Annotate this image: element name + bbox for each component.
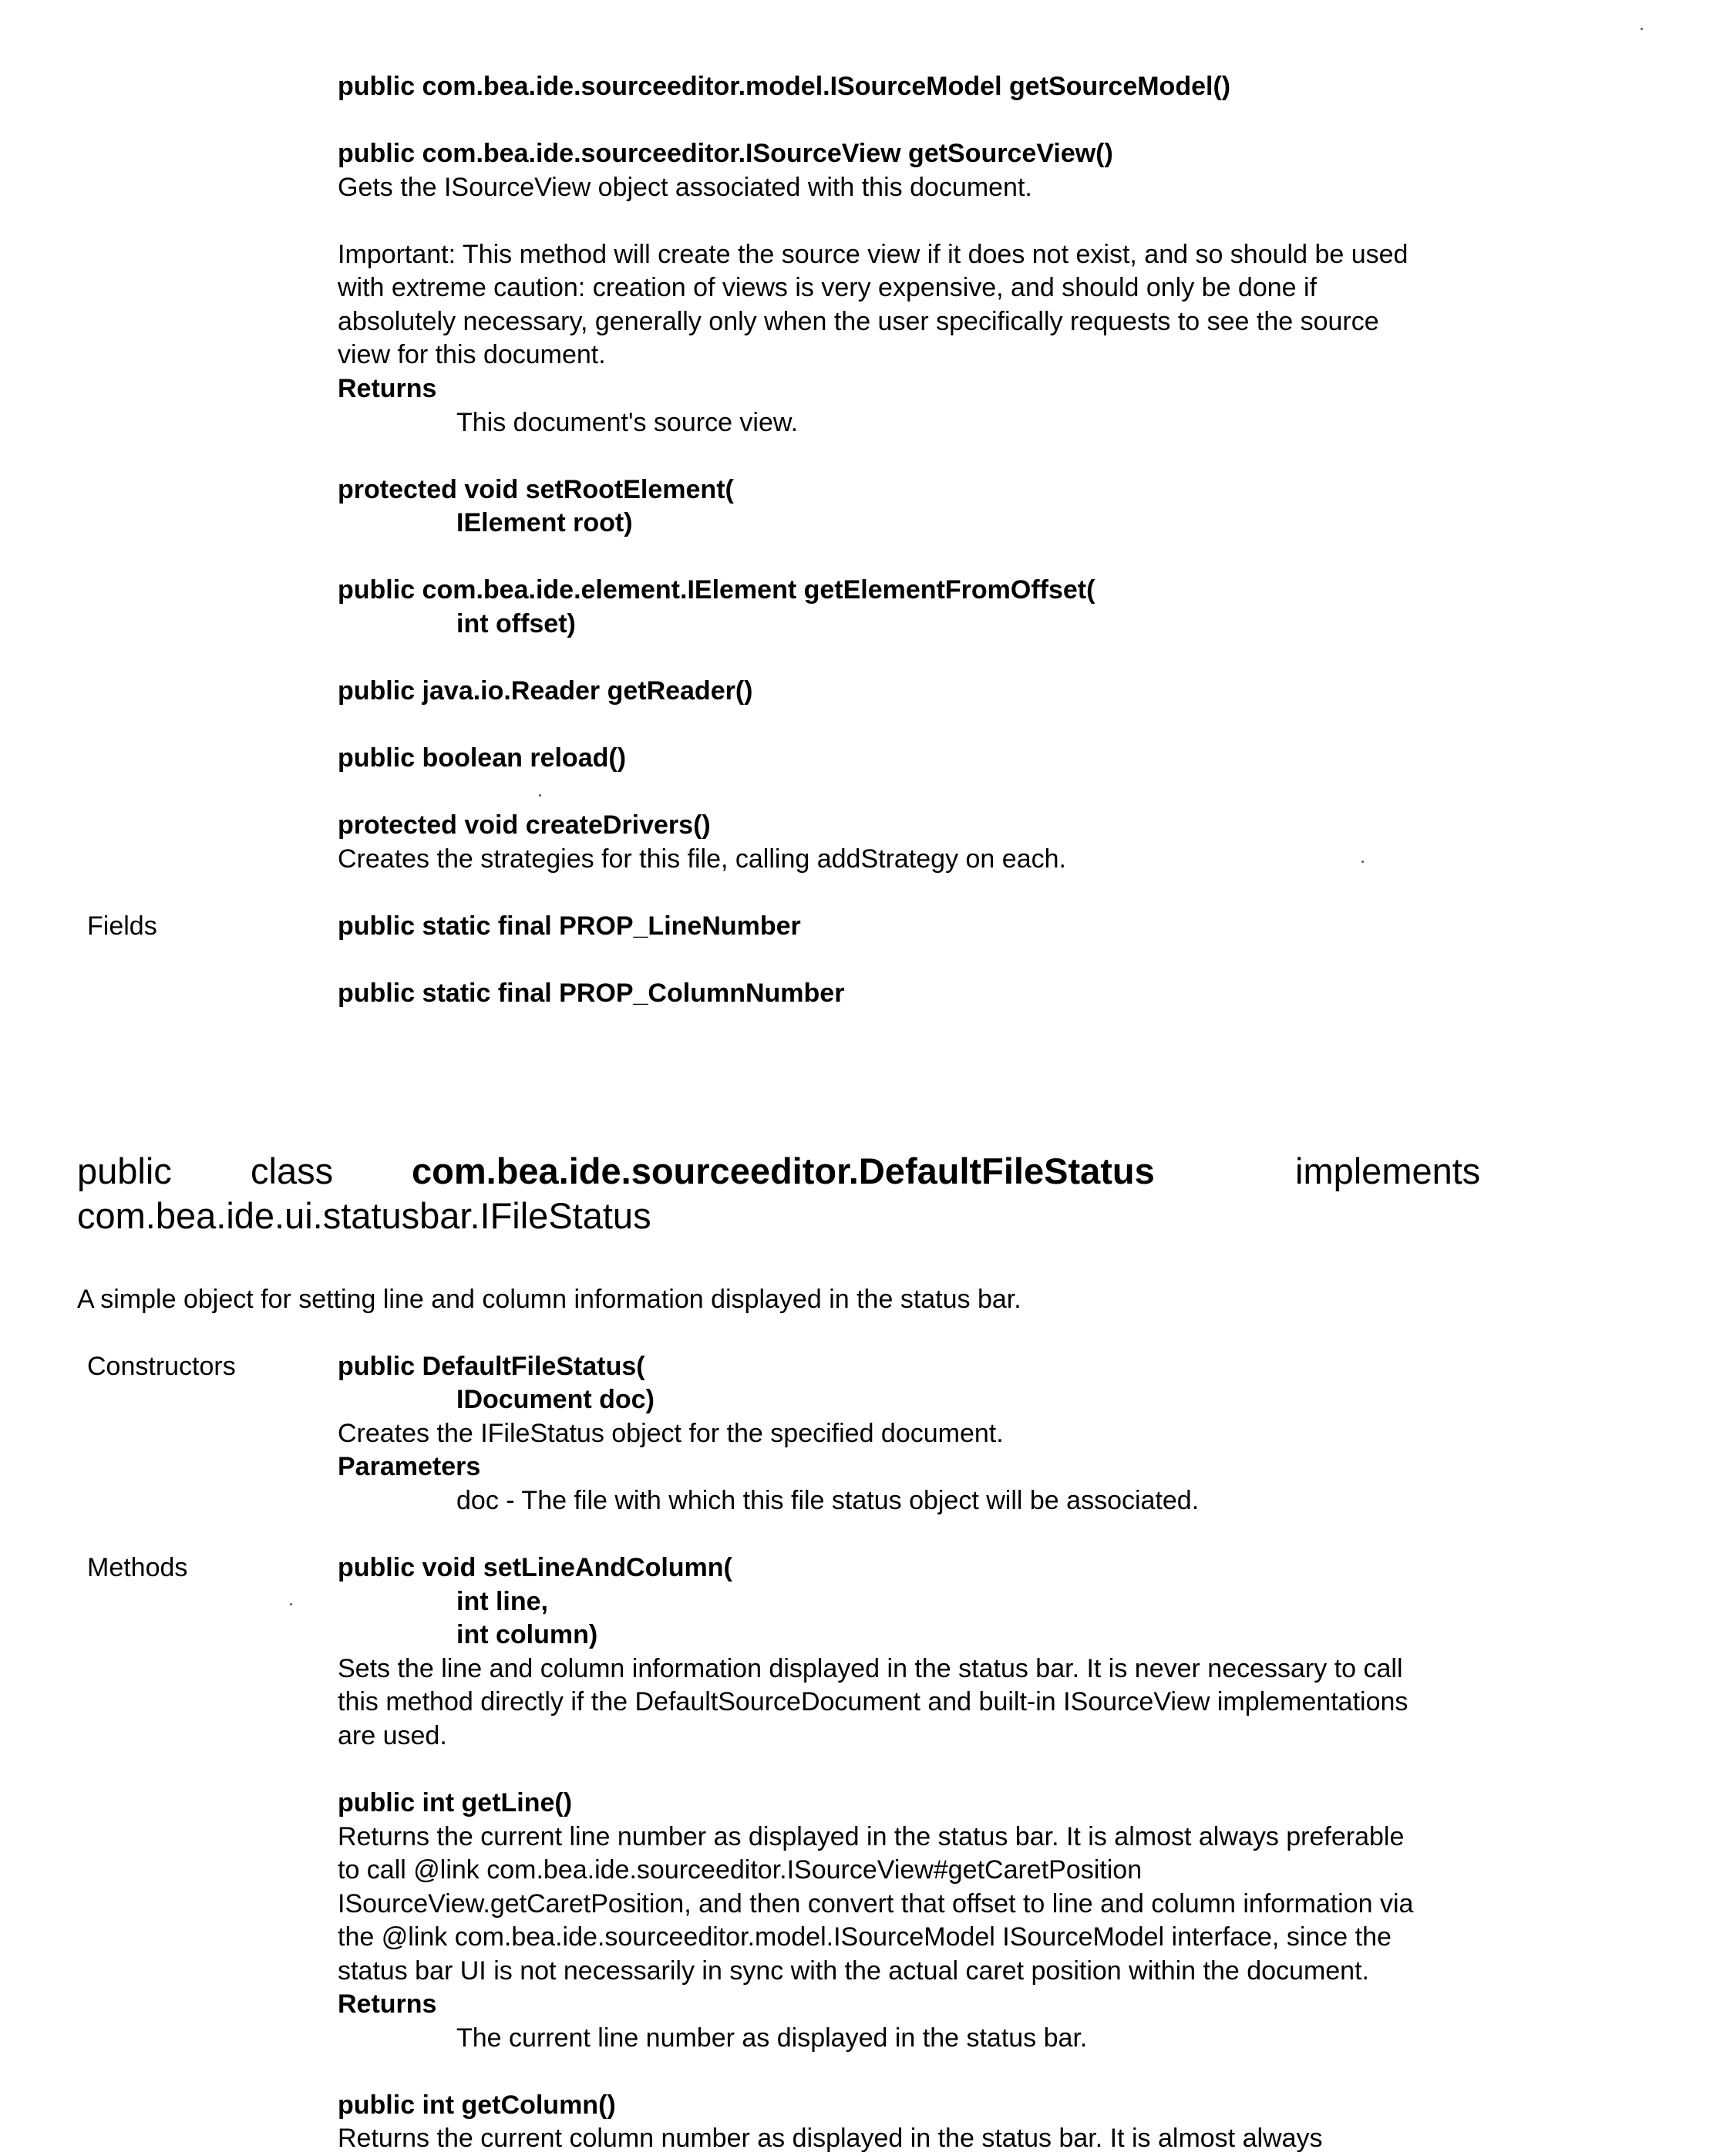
method-note-line: view for this document. bbox=[338, 340, 606, 369]
method-description-line: the @link com.bea.ide.sourceeditor.model.ISourceModel ISourceModel interface, since the bbox=[338, 1922, 1392, 1952]
method-note-line: Important: This method will create the source view if it does not exist, and so should be used bbox=[338, 240, 1408, 269]
constructor-description: Creates the IFileStatus object for the specified document. bbox=[338, 1419, 1004, 1448]
constructor-signature: public DefaultFileStatus( bbox=[338, 1352, 645, 1381]
parameters-label: Parameters bbox=[338, 1452, 481, 1481]
returns-text: This document's source view. bbox=[456, 408, 799, 437]
method-param: int column) bbox=[456, 1620, 598, 1649]
method-param: int offset) bbox=[456, 609, 576, 638]
constructor-param: IDocument doc) bbox=[456, 1385, 655, 1414]
method-description-line: to call @link com.bea.ide.sourceeditor.ISourceView#getCaretPosition bbox=[338, 1855, 1143, 1885]
method-param: int line, bbox=[456, 1587, 548, 1616]
scan-speck bbox=[1641, 28, 1643, 30]
method-param: IElement root) bbox=[456, 508, 633, 537]
class-keyword-public: public bbox=[77, 1150, 172, 1191]
class-keyword-class: class bbox=[251, 1150, 334, 1191]
method-description-line: Returns the current column number as displayed in the status bar. It is almost always bbox=[338, 2124, 1323, 2153]
class-description: A simple object for setting line and column information displayed in the status bar. bbox=[77, 1285, 1021, 1314]
method-signature-reload: public boolean reload() bbox=[338, 743, 627, 773]
method-note-line: with extreme caution: creation of views is very expensive, and should only be done if bbox=[338, 273, 1318, 302]
constructors-label: Constructors bbox=[87, 1352, 236, 1381]
field-line-number: public static final PROP_LineNumber bbox=[338, 911, 801, 941]
method-description-line: Returns the current line number as displayed in the status bar. It is almost always preferable bbox=[338, 1822, 1405, 1851]
fields-label: Fields bbox=[87, 911, 157, 941]
scan-speck bbox=[539, 794, 541, 797]
method-signature-getSourceView: public com.bea.ide.sourceeditor.ISourceView getSourceView() bbox=[338, 139, 1113, 168]
class-interface: com.bea.ide.ui.statusbar.IFileStatus bbox=[77, 1195, 651, 1236]
method-signature-getColumn: public int getColumn() bbox=[338, 2090, 616, 2120]
returns-label: Returns bbox=[338, 1989, 437, 2019]
returns-label: Returns bbox=[338, 374, 437, 403]
method-signature-createDrivers: protected void createDrivers() bbox=[338, 810, 711, 840]
method-description: Creates the strategies for this file, calling addStrategy on each. bbox=[338, 844, 1066, 874]
method-signature-getSourceModel: public com.bea.ide.sourceeditor.model.ISourceModel getSourceModel() bbox=[338, 72, 1231, 101]
method-description-line: Sets the line and column information displayed in the status bar. It is never necessary to call bbox=[338, 1654, 1403, 1683]
method-description-line: status bar UI is not necessarily in sync with the actual caret position within the document. bbox=[338, 1956, 1369, 1986]
method-description-line: are used. bbox=[338, 1721, 447, 1750]
class-name: com.bea.ide.sourceeditor.DefaultFileStatus bbox=[412, 1150, 1155, 1191]
method-signature-getLine: public int getLine() bbox=[338, 1788, 573, 1817]
field-column-number: public static final PROP_ColumnNumber bbox=[338, 979, 845, 1008]
returns-text: The current line number as displayed in the status bar. bbox=[456, 2023, 1088, 2053]
method-signature-getElementFromOffset: public com.bea.ide.element.IElement getElementFromOffset( bbox=[338, 575, 1095, 605]
method-signature-setLineAndColumn: public void setLineAndColumn( bbox=[338, 1553, 732, 1582]
methods-label: Methods bbox=[87, 1553, 188, 1582]
scan-speck bbox=[1361, 861, 1364, 863]
method-signature-setRootElement: protected void setRootElement( bbox=[338, 475, 734, 504]
method-description: Gets the ISourceView object associated with this document. bbox=[338, 173, 1032, 202]
method-signature-getReader: public java.io.Reader getReader() bbox=[338, 676, 753, 706]
parameter-description: doc - The file with which this file status object will be associated. bbox=[456, 1486, 1200, 1515]
method-description-line: ISourceView.getCaretPosition, and then convert that offset to line and column information via bbox=[338, 1889, 1414, 1919]
class-keyword-implements: implements bbox=[1295, 1150, 1481, 1191]
method-note-line: absolutely necessary, generally only when the user specifically requests to see the source bbox=[338, 307, 1379, 336]
scan-speck bbox=[290, 1603, 292, 1605]
method-description-line: this method directly if the DefaultSourceDocument and built-in ISourceView implementations bbox=[338, 1687, 1408, 1716]
